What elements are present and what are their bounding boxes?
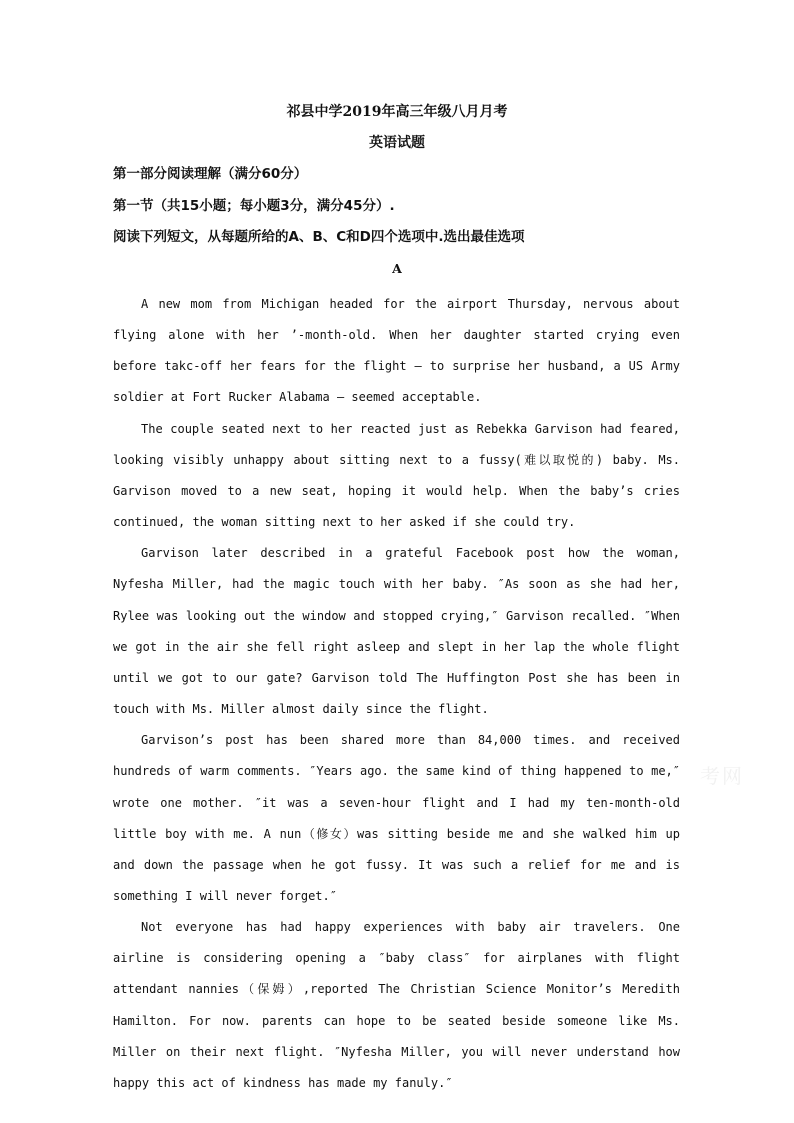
passage-label: A (392, 261, 402, 276)
passage-paragraph: The couple seated next to her reacted just as Rebekka Garvison had feared, looking visibly unhappy about sitting next to a fussy(难以取悦的) baby. Ms. Garvison moved to a new seat, hoping it would help. When the baby’s cries continued, the woman sitting next to her asked if she could try. (113, 421, 680, 530)
section-heading: 第一节（共15小题；每小题3分，满分45分）. (113, 198, 395, 214)
part-heading: 第一部分阅读理解（满分60分） (113, 166, 308, 182)
passage-paragraph: Garvison later described in a grateful Facebook post how the woman, Nyfesha Miller, had the magic touch with her baby. ″As soon as she had her, Rylee was looking out the window and stopped crying,″ Garvison recalled. ″When we got in the air she fell right asleep and slept in her lap the whole flight until we got to our gate? Garvison told The Huffington Post she has been in touch with Ms. Miller almost daily since the flight. (113, 546, 680, 717)
passage-paragraph: A new mom from Michigan headed for the airport Thursday, nervous about flying alone with her ’-month-old. When her daughter started crying even before takc-off her fears for the flight — to surprise her husband, a US Army soldier at Fort Rucker Alabama — seemed acceptable. (113, 297, 680, 405)
watermark: 考网 (700, 764, 744, 788)
passage-paragraph: Garvison’s post has been shared more than 84,000 times. and received hundreds of warm comments. ″Years ago. the same kind of thing happened to me,″ wrote one mother. ″it was a seven-hour flight and I had my ten-month-old little boy with me. A nun（修女）was sitting beside me and she walked him up and down the passage when he got fussy. It was such a relief for me and is something I will never forget.″ (113, 733, 680, 903)
passage-body (113, 289, 680, 1099)
subject-title: 英语试题 (369, 135, 425, 151)
direction-text: 阅读下列短文，从每题所给的A、B、C和D四个选项中.选出最佳选项 (113, 229, 525, 245)
exam-title: 祁县中学2019年高三年级八月月考 (286, 104, 508, 120)
passage-paragraph: Not everyone has had happy experiences with baby air travelers. One airline is considering opening a ″baby class″ for airplanes with flight attendant nannies（保姆）,reported The Christian Science Monitor’s Meredith Hamilton. For now. parents can hope to be seated beside someone like Ms. Miller on their next flight. ″Nyfesha Miller, you will never understand how happy this act of kindness has made my fanuly.″ (113, 920, 680, 1090)
